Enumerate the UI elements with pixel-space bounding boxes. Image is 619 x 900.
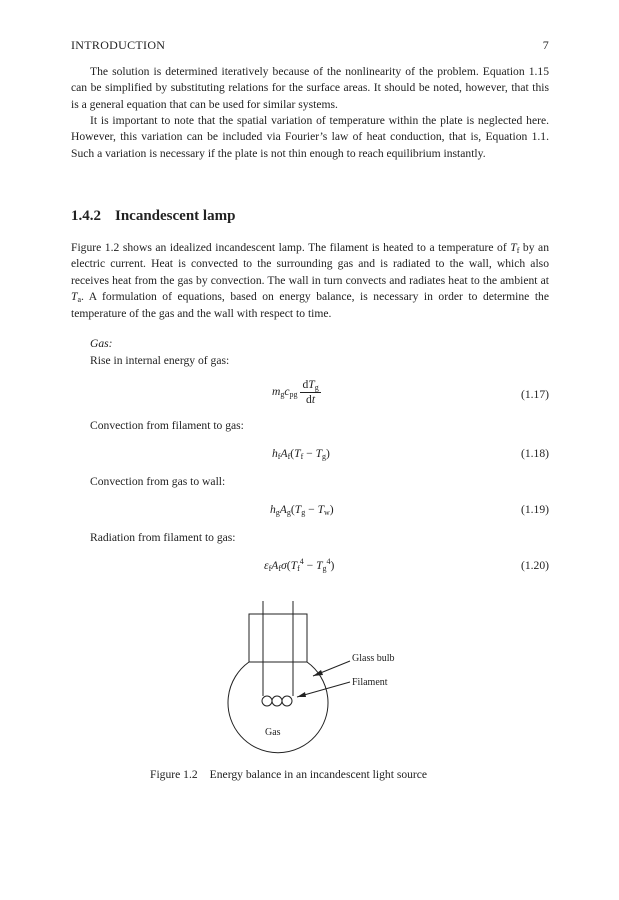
equation-1-18: $h_fA_f(T_f - T_g)$ [272,447,330,461]
item-convection-filament-gas: Convection from filament to gas: [90,419,244,432]
lamp-figure [215,598,435,763]
equation-number-1-18: (1.18) [520,447,549,460]
glass-bulb-arrowhead [313,670,323,676]
paragraph-2 [71,113,549,162]
label-gas: Gas [265,727,281,738]
equation-1-20: $\varepsilon_fA_f\sigma(T_f^4 - T_g^4)$ [264,557,335,573]
filament-coil-1 [262,696,272,706]
label-glass-bulb: Glass bulb [352,653,395,664]
paragraph-3 [71,240,549,322]
filament-coil-2 [272,696,282,706]
item-radiation-filament-gas: Radiation from filament to gas: [90,531,236,544]
section-number: 1.4.2 [71,208,101,224]
p3-part-b: by an electric current. Heat is convected to the surrounding gas and is radiated to the wall, which also receives heat from the gas by convection. The wall in turn convects and radiates heat to the ambient at [71,241,549,287]
paragraph-1 [71,64,549,113]
item-convection-gas-wall: Convection from gas to wall: [90,475,226,488]
filament-coil-3 [282,696,292,706]
paragraph-3-text: Figure 1.2 shows an idealized incandescent lamp. The filament is heated to a temperature of $T_f$ by an electric current. Heat is convected to the surrounding gas and is radiated to the wall, which also receives heat from the gas by convection. The wall in turn convects and radiates heat to the ambient at $T_a$. A formulation of equations, based on energy balance, is necessary in order to determine the temperature of the gas and the wall with respect to time. [71,241,549,320]
equation-number-1-19: (1.19) [520,503,549,516]
p3-part-c: . A formulation of equations, based on energy balance, is necessary in order to determine the temperature of the gas and the wall with respect to time. [71,290,549,320]
filament-arrowhead [297,692,306,697]
equation-1-19: $h_gA_g(T_g - T_w)$ [270,503,334,517]
fraction-dTg-dt: $\frac{dT_g}{dt}$ [302,378,319,406]
equation-1-17: $m_gc_{pg}$ $\frac{dT_g}{dt}$ [272,378,319,406]
equation-number-1-17: (1.17) [520,388,549,401]
p3-part-a: Figure 1.2 shows an idealized incandescent lamp. The filament is heated to a temperature of [71,241,511,254]
figure-caption-label: Figure 1.2 [150,768,198,781]
lamp-base [249,614,307,662]
paragraph-1-text: The solution is determined iteratively because of the nonlinearity of the problem. Equation 1.15 can be simplified by substituting relations for the surface areas. It should be noted, however, that this is a general equation that can be used for similar systems. [71,65,549,111]
header-section-title: INTRODUCTION [71,38,166,52]
section-heading [71,208,235,225]
section-title: Incandescent lamp [115,208,236,224]
gas-heading: Gas: [90,337,113,350]
page-number: 7 [542,38,549,52]
figure-caption [150,768,427,781]
label-filament: Filament [352,677,388,688]
equation-number-1-20: (1.20) [520,559,549,572]
paragraph-2-text: It is important to note that the spatial variation of temperature within the plate is neglected here. However, this variation can be included via Fourier’s law of heat conduction, that is, Equation 1.1. Such a variation is necessary if the plate is not thin enough to reach equilibrium instantly. [71,114,549,160]
running-header [71,38,549,54]
figure-caption-text: Energy balance in an incandescent light source [209,768,428,781]
item-rise-internal-energy: Rise in internal energy of gas: [90,354,230,367]
